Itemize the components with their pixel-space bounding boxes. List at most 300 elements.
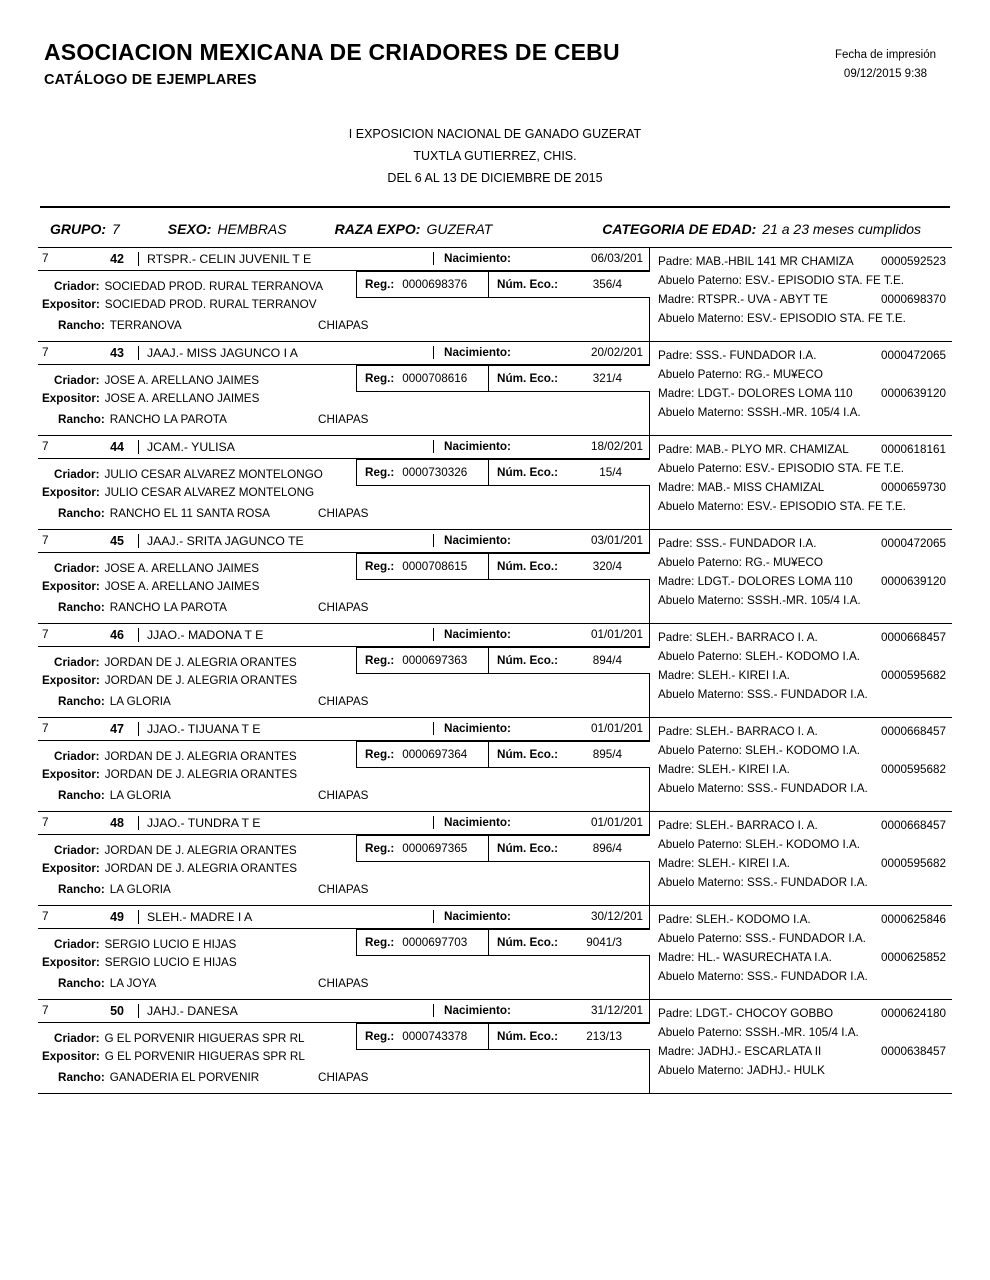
record-group: 7: [42, 722, 49, 736]
rancho-value: LA GLORIA: [109, 882, 171, 896]
criador-label: Criador:: [54, 1031, 100, 1045]
pedigree: [650, 812, 952, 905]
eco-label: Núm. Eco.:: [497, 653, 559, 667]
record-body: [38, 365, 649, 435]
expositor-value: JORDAN DE J. ALEGRIA ORANTES: [104, 861, 298, 875]
rancho-label: Rancho:: [58, 788, 105, 802]
print-date: 09/12/2015 9:38: [843, 67, 928, 80]
reg-cell: [356, 741, 488, 768]
record-left: [38, 812, 650, 905]
eco-value: 213/13: [586, 1029, 622, 1043]
reg-label: Reg.:: [365, 747, 395, 761]
eco-cell: [488, 553, 650, 580]
expositor-row: [38, 674, 649, 687]
madre-line: [658, 572, 946, 591]
eco-value: 894/4: [592, 653, 622, 667]
estado-value: CHIAPAS: [318, 788, 369, 802]
madre-label: Madre:: [658, 668, 695, 682]
record-left: [38, 718, 650, 811]
eco-cell: [488, 647, 650, 674]
page-subtitle: CATÁLOGO DE EJEMPLARES: [44, 72, 257, 89]
abuelo-materno-value: SSS.- FUNDADOR I.A.: [747, 687, 868, 701]
abuelo-paterno-label: Abuelo Paterno:: [658, 649, 742, 663]
reg-cell: [356, 1023, 488, 1050]
madre-value: SLEH.- KIREI I.A.: [697, 762, 790, 776]
estado-value: CHIAPAS: [318, 600, 369, 614]
rancho-row: [38, 977, 649, 990]
criador-label: Criador:: [54, 279, 100, 293]
table-row: [38, 718, 952, 812]
abuelo-materno-value: ESV.- EPISODIO STA. FE T.E.: [747, 499, 906, 513]
header-divider: [40, 206, 950, 208]
nacimiento-label: Nacimiento:: [433, 346, 553, 359]
nacimiento-label: Nacimiento:: [433, 252, 553, 265]
record-left: [38, 624, 650, 717]
expo-location: TUXTLA GUTIERREZ, CHIS.: [413, 148, 577, 163]
padre-line: [658, 252, 946, 271]
padre-value: LDGT.- CHOCOY GOBBO: [695, 1006, 834, 1020]
record-number: 42: [110, 251, 124, 266]
print-label: Fecha de impresión: [835, 49, 936, 61]
expositor-value: SOCIEDAD PROD. RURAL TERRANOV: [104, 297, 317, 311]
estado-value: CHIAPAS: [318, 694, 369, 708]
table-row: [38, 530, 952, 624]
expo-name: I EXPOSICION NACIONAL DE GANADO GUZERAT: [348, 127, 642, 141]
nacimiento-label: Nacimiento:: [433, 534, 553, 547]
criador-value: G EL PORVENIR HIGUERAS SPR RL: [104, 1031, 305, 1045]
expositor-row: [38, 1050, 649, 1063]
rancho-value: GANADERIA EL PORVENIR: [109, 1070, 260, 1084]
animal-name: JJAO.- MADONA T E: [138, 628, 433, 642]
records-table: [38, 247, 952, 1094]
rancho-label: Rancho:: [58, 882, 105, 896]
reg-label: Reg.:: [365, 1029, 395, 1043]
eco-cell: [488, 365, 650, 392]
record-group: 7: [42, 1004, 49, 1018]
pedigree: [650, 342, 952, 435]
madre-reg: 0000659730: [880, 480, 946, 494]
abuelo-paterno-value: ESV.- EPISODIO STA. FE T.E.: [745, 273, 904, 287]
pedigree: [650, 436, 952, 529]
abuelo-paterno-label: Abuelo Paterno:: [658, 367, 742, 381]
abuelo-paterno-label: Abuelo Paterno:: [658, 931, 742, 945]
padre-reg: 0000472065: [880, 348, 946, 362]
abuelo-materno-line: [658, 967, 946, 986]
abuelo-paterno-line: [658, 553, 946, 572]
expositor-value: JORDAN DE J. ALEGRIA ORANTES: [104, 673, 298, 687]
table-row: [38, 1000, 952, 1094]
nacimiento-label: Nacimiento:: [433, 722, 553, 735]
expositor-row: [38, 768, 649, 781]
record-group: 7: [42, 816, 49, 830]
padre-line: [658, 722, 946, 741]
rancho-label: Rancho:: [58, 506, 105, 520]
eco-cell: [488, 741, 650, 768]
estado-value: CHIAPAS: [318, 1070, 369, 1084]
eco-value: 9041/3: [586, 935, 622, 949]
madre-reg: 0000595682: [880, 856, 946, 870]
nacimiento-value: 03/01/201: [591, 534, 643, 548]
abuelo-materno-line: [658, 309, 946, 328]
rancho-row: [38, 507, 649, 520]
padre-value: MAB.-HBIL 141 MR CHAMIZA: [695, 254, 854, 268]
record-number: 50: [110, 1003, 124, 1018]
animal-name: RTSPR.- CELIN JUVENIL T E: [138, 252, 433, 266]
eco-cell: [488, 929, 650, 956]
padre-line: [658, 816, 946, 835]
abuelo-paterno-line: [658, 741, 946, 760]
nacimiento-label: Nacimiento:: [433, 440, 553, 453]
criador-value: JORDAN DE J. ALEGRIA ORANTES: [104, 843, 297, 857]
exposition-info: [36, 124, 954, 190]
padre-label: Padre:: [658, 630, 693, 644]
madre-line: [658, 384, 946, 403]
nacimiento-value: 01/01/201: [591, 816, 643, 830]
table-row: [38, 248, 952, 342]
eco-label: Núm. Eco.:: [497, 841, 559, 855]
eco-cell: [488, 1023, 650, 1050]
record-left: [38, 906, 650, 999]
animal-name: JAAJ.- MISS JAGUNCO I A: [138, 346, 433, 360]
abuelo-materno-value: SSSH.-MR. 105/4 I.A.: [747, 405, 861, 419]
expositor-label: Expositor:: [42, 485, 100, 499]
reg-value: 0000730326: [402, 465, 468, 479]
sexo-value: HEMBRAS: [217, 220, 287, 237]
padre-label: Padre:: [658, 536, 693, 550]
madre-value: LDGT.- DOLORES LOMA 110: [697, 386, 853, 400]
madre-line: [658, 1042, 946, 1061]
rancho-row: [38, 695, 649, 708]
nacimiento-value: 01/01/201: [591, 722, 643, 736]
abuelo-materno-value: JADHJ.- HULK: [747, 1063, 825, 1077]
expositor-row: [38, 298, 649, 311]
madre-label: Madre:: [658, 1044, 695, 1058]
pedigree: [650, 906, 952, 999]
expositor-value: JORDAN DE J. ALEGRIA ORANTES: [104, 767, 298, 781]
criador-label: Criador:: [54, 467, 100, 481]
record-title-row: [38, 436, 649, 459]
eco-value: 320/4: [592, 559, 622, 573]
abuelo-materno-line: [658, 1061, 946, 1080]
nacimiento-label: Nacimiento:: [433, 628, 553, 641]
abuelo-materno-label: Abuelo Materno:: [658, 593, 744, 607]
table-row: [38, 436, 952, 530]
rancho-row: [38, 601, 649, 614]
abuelo-materno-label: Abuelo Materno:: [658, 687, 744, 701]
criador-label: Criador:: [54, 561, 100, 575]
padre-value: SSS.- FUNDADOR I.A.: [695, 536, 817, 550]
abuelo-materno-label: Abuelo Materno:: [658, 1063, 744, 1077]
nacimiento-label: Nacimiento:: [433, 1004, 553, 1017]
eco-label: Núm. Eco.:: [497, 935, 559, 949]
rancho-value: RANCHO EL 11 SANTA ROSA: [109, 506, 270, 520]
record-body: [38, 929, 649, 999]
reg-value: 0000708616: [402, 371, 468, 385]
reg-cell: [356, 365, 488, 392]
rancho-value: LA JOYA: [109, 976, 157, 990]
criador-value: JORDAN DE J. ALEGRIA ORANTES: [104, 655, 297, 669]
eco-value: 896/4: [592, 841, 622, 855]
record-number: 43: [110, 345, 124, 360]
abuelo-paterno-line: [658, 835, 946, 854]
abuelo-materno-line: [658, 591, 946, 610]
expositor-row: [38, 392, 649, 405]
abuelo-paterno-line: [658, 1023, 946, 1042]
abuelo-paterno-label: Abuelo Paterno:: [658, 273, 742, 287]
record-number: 49: [110, 909, 124, 924]
criador-label: Criador:: [54, 749, 100, 763]
madre-label: Madre:: [658, 480, 695, 494]
padre-line: [658, 346, 946, 365]
record-group: 7: [42, 628, 49, 642]
record-title-row: [38, 906, 649, 929]
record-title-row: [38, 530, 649, 553]
rancho-value: RANCHO LA PAROTA: [109, 600, 227, 614]
record-title-row: [38, 718, 649, 741]
rancho-value: RANCHO LA PAROTA: [109, 412, 227, 426]
padre-line: [658, 534, 946, 553]
madre-value: JADHJ.- ESCARLATA II: [697, 1044, 822, 1058]
reg-value: 0000697364: [402, 747, 468, 761]
record-group: 7: [42, 252, 49, 266]
record-number: 45: [110, 533, 124, 548]
abuelo-materno-value: SSS.- FUNDADOR I.A.: [747, 969, 868, 983]
abuelo-paterno-label: Abuelo Paterno:: [658, 461, 742, 475]
padre-label: Padre:: [658, 442, 693, 456]
padre-line: [658, 628, 946, 647]
reg-value: 0000708615: [402, 559, 468, 573]
abuelo-paterno-value: SSS.- FUNDADOR I.A.: [745, 931, 866, 945]
expositor-row: [38, 862, 649, 875]
animal-name: SLEH.- MADRE I A: [138, 910, 433, 924]
record-title-row: [38, 342, 649, 365]
criador-value: SOCIEDAD PROD. RURAL TERRANOVA: [104, 279, 324, 293]
abuelo-materno-line: [658, 779, 946, 798]
estado-value: CHIAPAS: [318, 318, 369, 332]
reg-value: 0000697703: [402, 935, 468, 949]
estado-value: CHIAPAS: [318, 882, 369, 896]
abuelo-paterno-value: SSSH.-MR. 105/4 I.A.: [745, 1025, 859, 1039]
padre-value: SLEH.- KODOMO I.A.: [695, 912, 811, 926]
estado-value: CHIAPAS: [318, 412, 369, 426]
padre-reg: 0000625846: [880, 912, 946, 926]
record-group: 7: [42, 534, 49, 548]
reg-cell: [356, 835, 488, 862]
abuelo-materno-label: Abuelo Materno:: [658, 875, 744, 889]
record-left: [38, 248, 650, 341]
eco-value: 356/4: [592, 277, 622, 291]
abuelo-paterno-value: RG.- MU¥ECO: [745, 555, 823, 569]
abuelo-paterno-value: SLEH.- KODOMO I.A.: [745, 837, 861, 851]
nacimiento-value: 20/02/201: [591, 346, 643, 360]
criador-label: Criador:: [54, 373, 100, 387]
pedigree: [650, 624, 952, 717]
abuelo-materno-line: [658, 873, 946, 892]
group-header: [36, 221, 954, 237]
reg-label: Reg.:: [365, 559, 395, 573]
page-title: ASOCIACION MEXICANA DE CRIADORES DE CEBU: [44, 39, 620, 65]
record-group: 7: [42, 346, 49, 360]
eco-cell: [488, 835, 650, 862]
sexo-label: SEXO:: [167, 220, 212, 237]
abuelo-materno-value: ESV.- EPISODIO STA. FE T.E.: [747, 311, 906, 325]
reg-cell: [356, 647, 488, 674]
abuelo-paterno-line: [658, 929, 946, 948]
nacimiento-label: Nacimiento:: [433, 910, 553, 923]
abuelo-materno-label: Abuelo Materno:: [658, 781, 744, 795]
reg-label: Reg.:: [365, 841, 395, 855]
pedigree: [650, 718, 952, 811]
criador-label: Criador:: [54, 937, 100, 951]
padre-label: Padre:: [658, 348, 693, 362]
record-title-row: [38, 248, 649, 271]
madre-label: Madre:: [658, 386, 695, 400]
madre-label: Madre:: [658, 762, 695, 776]
eco-label: Núm. Eco.:: [497, 277, 559, 291]
eco-value: 321/4: [592, 371, 622, 385]
abuelo-materno-label: Abuelo Materno:: [658, 499, 744, 513]
madre-line: [658, 760, 946, 779]
criador-value: JOSE A. ARELLANO JAIMES: [104, 373, 260, 387]
record-number: 47: [110, 721, 124, 736]
padre-reg: 0000668457: [880, 630, 946, 644]
madre-reg: 0000698370: [880, 292, 946, 306]
madre-reg: 0000625852: [880, 950, 946, 964]
madre-line: [658, 854, 946, 873]
rancho-label: Rancho:: [58, 600, 105, 614]
madre-value: LDGT.- DOLORES LOMA 110: [697, 574, 853, 588]
reg-label: Reg.:: [365, 371, 395, 385]
criador-value: JORDAN DE J. ALEGRIA ORANTES: [104, 749, 297, 763]
nacimiento-value: 01/01/201: [591, 628, 643, 642]
rancho-label: Rancho:: [58, 318, 105, 332]
padre-value: SLEH.- BARRACO I. A.: [695, 724, 818, 738]
abuelo-paterno-line: [658, 647, 946, 666]
padre-value: SLEH.- BARRACO I. A.: [695, 818, 818, 832]
reg-label: Reg.:: [365, 277, 395, 291]
criador-label: Criador:: [54, 843, 100, 857]
nacimiento-label: Nacimiento:: [433, 816, 553, 829]
madre-label: Madre:: [658, 574, 695, 588]
record-body: [38, 835, 649, 905]
abuelo-paterno-value: ESV.- EPISODIO STA. FE T.E.: [745, 461, 904, 475]
record-left: [38, 436, 650, 529]
expositor-value: G EL PORVENIR HIGUERAS SPR RL: [104, 1049, 305, 1063]
reg-label: Reg.:: [365, 653, 395, 667]
reg-value: 0000698376: [402, 277, 468, 291]
abuelo-paterno-label: Abuelo Paterno:: [658, 837, 742, 851]
expositor-label: Expositor:: [42, 1049, 100, 1063]
abuelo-paterno-label: Abuelo Paterno:: [658, 555, 742, 569]
reg-cell: [356, 553, 488, 580]
padre-value: MAB.- PLYO MR. CHAMIZAL: [695, 442, 849, 456]
abuelo-paterno-line: [658, 459, 946, 478]
categoria-label: CATEGORIA DE EDAD:: [602, 220, 757, 237]
madre-value: MAB.- MISS CHAMIZAL: [697, 480, 825, 494]
nacimiento-value: 06/03/201: [591, 252, 643, 266]
eco-value: 15/4: [599, 465, 622, 479]
table-row: [38, 342, 952, 436]
rancho-label: Rancho:: [58, 976, 105, 990]
record-body: [38, 553, 649, 623]
abuelo-paterno-value: SLEH.- KODOMO I.A.: [745, 649, 861, 663]
padre-reg: 0000472065: [880, 536, 946, 550]
padre-reg: 0000618161: [880, 442, 946, 456]
animal-name: JAAJ.- SRITA JAGUNCO TE: [138, 534, 433, 548]
eco-cell: [488, 459, 650, 486]
criador-value: SERGIO LUCIO E HIJAS: [104, 937, 237, 951]
madre-value: SLEH.- KIREI I.A.: [697, 668, 790, 682]
eco-label: Núm. Eco.:: [497, 371, 559, 385]
eco-label: Núm. Eco.:: [497, 559, 559, 573]
rancho-value: LA GLORIA: [109, 788, 171, 802]
pedigree: [650, 248, 952, 341]
madre-line: [658, 666, 946, 685]
reg-cell: [356, 271, 488, 298]
record-body: [38, 271, 649, 341]
madre-value: RTSPR.- UVA - ABYT TE: [697, 292, 828, 306]
expositor-row: [38, 580, 649, 593]
abuelo-paterno-label: Abuelo Paterno:: [658, 1025, 742, 1039]
record-left: [38, 530, 650, 623]
padre-line: [658, 910, 946, 929]
record-group: 7: [42, 910, 49, 924]
eco-value: 895/4: [592, 747, 622, 761]
padre-line: [658, 440, 946, 459]
animal-name: JJAO.- TUNDRA T E: [138, 816, 433, 830]
document-header: [36, 40, 954, 114]
expositor-label: Expositor:: [42, 297, 100, 311]
expositor-value: JULIO CESAR ALVAREZ MONTELONG: [104, 485, 315, 499]
expositor-value: JOSE A. ARELLANO JAIMES: [104, 391, 260, 405]
rancho-label: Rancho:: [58, 1070, 105, 1084]
record-number: 48: [110, 815, 124, 830]
record-group: 7: [42, 440, 49, 454]
padre-reg: 0000668457: [880, 818, 946, 832]
animal-name: JJAO.- TIJUANA T E: [138, 722, 433, 736]
madre-reg: 0000595682: [880, 668, 946, 682]
rancho-value: LA GLORIA: [109, 694, 171, 708]
record-body: [38, 1023, 649, 1093]
expositor-value: SERGIO LUCIO E HIJAS: [104, 955, 237, 969]
rancho-row: [38, 883, 649, 896]
expositor-label: Expositor:: [42, 861, 100, 875]
record-left: [38, 342, 650, 435]
table-row: [38, 906, 952, 1000]
expositor-value: JOSE A. ARELLANO JAIMES: [104, 579, 260, 593]
padre-label: Padre:: [658, 254, 693, 268]
nacimiento-value: 18/02/201: [591, 440, 643, 454]
expositor-row: [38, 956, 649, 969]
madre-value: HL.- WASURECHATA I.A.: [697, 950, 832, 964]
abuelo-materno-value: SSS.- FUNDADOR I.A.: [747, 875, 868, 889]
madre-reg: 0000639120: [880, 386, 946, 400]
grupo-label: GRUPO:: [50, 220, 106, 237]
record-body: [38, 459, 649, 529]
rancho-row: [38, 1071, 649, 1084]
pedigree: [650, 1000, 952, 1093]
criador-value: JOSE A. ARELLANO JAIMES: [104, 561, 260, 575]
grupo-value: 7: [112, 220, 120, 237]
padre-value: SSS.- FUNDADOR I.A.: [695, 348, 817, 362]
reg-value: 0000697363: [402, 653, 468, 667]
rancho-row: [38, 789, 649, 802]
raza-label: RAZA EXPO:: [334, 220, 421, 237]
expositor-label: Expositor:: [42, 391, 100, 405]
nacimiento-value: 31/12/201: [591, 1004, 643, 1018]
reg-label: Reg.:: [365, 935, 395, 949]
padre-label: Padre:: [658, 818, 693, 832]
